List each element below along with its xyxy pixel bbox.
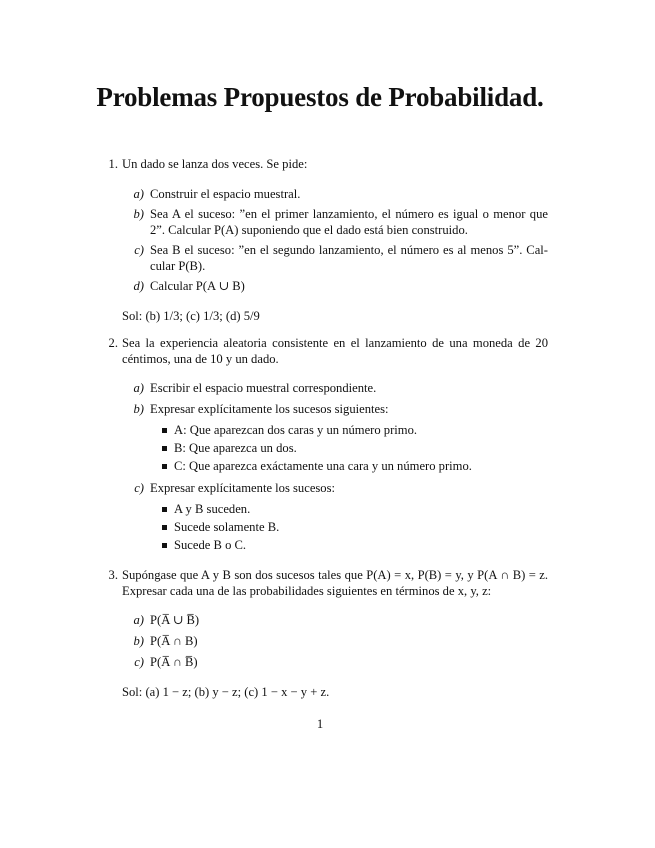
problem-1-item-b-line1: Sea A el suceso: ”en el primer lanzamiento, el número es igual o menor que [150, 207, 548, 221]
problem-3-intro-line1: Supóngase que A y B son dos sucesos tales que P(A) = x, P(B) = y, y P(A ∩ B) = z. [122, 568, 548, 582]
problem-2-item-b-text: Expresar explícitamente los sucesos siguientes: [150, 402, 389, 416]
bullet-icon [162, 428, 167, 433]
problem-1-item-d-label: d) [133, 279, 144, 293]
problem-1-solution: Sol: (b) 1/3; (c) 1/3; (d) 5/9 [122, 309, 260, 323]
bullet-icon [162, 543, 167, 548]
problem-2-item-c-bullet-3: Sucede B o C. [174, 538, 247, 552]
problem-3-item-c-text: P(A̅ ∩ B̅) [150, 655, 198, 669]
problem-2-item-b-label: b) [133, 402, 144, 416]
problem-1-item-b-label: b) [133, 207, 144, 221]
problem-3-solution: Sol: (a) 1 − z; (b) y − z; (c) 1 − x − y + z. [122, 685, 330, 699]
problem-1-item-b-line2: 2”. Calcular P(A) suponiendo que el dado está bien construido. [150, 223, 468, 237]
document-title: Problemas Propuestos de Probabilidad. [96, 82, 544, 112]
problem-1-item-c-line2: cular P(B). [150, 259, 206, 273]
bullet-icon [162, 446, 167, 451]
problem-3-item-b-label: b) [133, 634, 144, 648]
problem-2-intro-line1: Sea la experiencia aleatoria consistente en el lanzamiento de una moneda de 20 [122, 336, 548, 350]
problem-1-item-a-label: a) [133, 187, 144, 201]
problem-1-intro: Un dado se lanza dos veces. Se pide: [122, 157, 308, 171]
bullet-icon [162, 525, 167, 530]
problem-2-item-c-text: Expresar explícitamente los sucesos: [150, 481, 336, 495]
problem-2-item-c-bullet-1: A y B suceden. [174, 502, 251, 516]
problem-3-item-b-text: P(A̅ ∩ B) [150, 634, 198, 648]
problem-1-item-c-line1: Sea B el suceso: ”en el segundo lanzamiento, el número es al menos 5”. Cal- [150, 243, 548, 257]
problem-2-item-b-bullet-1: A: Que aparezcan dos caras y un número primo. [174, 423, 418, 437]
page-number: 1 [316, 717, 324, 731]
problem-3-intro-line2: Expresar cada una de las probabilidades siguientes en términos de x, y, z: [122, 584, 492, 598]
bullet-icon [162, 464, 167, 469]
problem-2-item-c-label: c) [134, 481, 144, 495]
problem-1-item-d-text: Calcular P(A ∪ B) [150, 279, 245, 293]
problem-2-item-a-text: Escribir el espacio muestral correspondiente. [150, 381, 377, 395]
problem-1-item-c-label: c) [134, 243, 144, 257]
problem-3-item-a-text: P(A̅ ∪ B̅) [150, 613, 200, 627]
problem-2-intro-line2: céntimos, una de 10 y un dado. [122, 352, 279, 366]
problem-2-item-b-bullet-2: B: Que aparezca un dos. [174, 441, 297, 455]
problem-2-item-b-bullet-3: C: Que aparezca exáctamente una cara y un número primo. [174, 459, 472, 473]
problem-3-item-c-label: c) [134, 655, 144, 669]
problem-1-item-a-text: Construir el espacio muestral. [150, 187, 301, 201]
problem-3-number: 3. [108, 568, 118, 582]
problem-1-number: 1. [108, 157, 118, 171]
problem-2-item-a-label: a) [133, 381, 144, 395]
problem-2-number: 2. [108, 336, 118, 350]
problem-2-item-c-bullet-2: Sucede solamente B. [174, 520, 280, 534]
problem-3-item-a-label: a) [133, 613, 144, 627]
bullet-icon [162, 507, 167, 512]
